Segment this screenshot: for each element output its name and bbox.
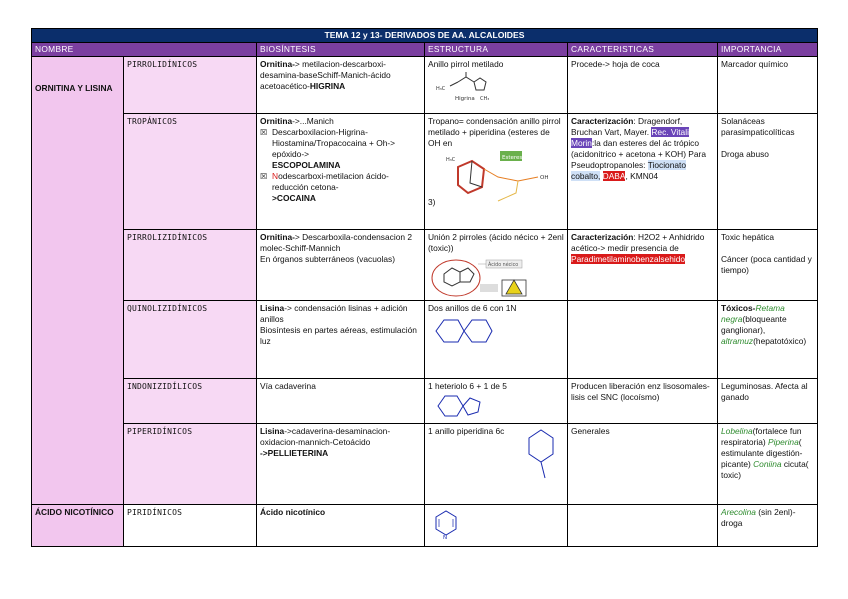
header-biosintesis: BIOSÍNTESIS bbox=[257, 43, 425, 57]
checkbox-bullet-icon: ☒ bbox=[260, 172, 268, 181]
row-name: PIRROLIZIDÍNICOS bbox=[124, 230, 257, 301]
importancia-cell: Arecolina (sin 2enl)-droga bbox=[718, 505, 818, 547]
row-name: PIRROLIDÍNICOS bbox=[124, 57, 257, 114]
table-title: TEMA 12 y 13- DERIVADOS DE AA. ALCALOIDES bbox=[32, 29, 818, 43]
svg-text:N: N bbox=[443, 535, 448, 541]
caracteristicas-cell: Generales bbox=[568, 424, 718, 505]
title-row bbox=[32, 29, 818, 43]
estructura-cell bbox=[425, 505, 568, 547]
table-row-piridinicos bbox=[32, 505, 818, 547]
header-caracteristicas: CARACTERISTICAS bbox=[568, 43, 718, 57]
indolizidina-structure-icon bbox=[428, 392, 498, 420]
caracteristicas-cell: Producen liberación enz lisosomales-lisis cel SNC (locoísmo) bbox=[568, 379, 718, 424]
svg-text:OH: OH bbox=[540, 175, 549, 181]
estructura-cell: 1 heteriolo 6 + 1 de 5 bbox=[425, 379, 568, 424]
group-acido-nicotinico: ÁCIDO NICOTÍNICO bbox=[32, 505, 124, 547]
biosintesis-cell: Vía cadaverina bbox=[257, 379, 425, 424]
row-name: INDONIZIDÍLICOS bbox=[124, 379, 257, 424]
caracteristicas-cell: Caracterización: Dragendorf, Bruchan Vart, Mayer. Rec. Vitali Morin:la dan esteres del ác trópico (acidonitrico + acetona + KOH) Para Pseudoptropanoles: Tiocionato cobalto, DABA, KMN04 bbox=[568, 114, 718, 230]
row-name: QUINOLIZIDÍNICOS bbox=[124, 301, 257, 379]
estructura-cell: Anillo pirrol metilado H₃C CH₃ Higrina bbox=[425, 57, 568, 114]
table-row-piperidinicos bbox=[32, 424, 818, 505]
row-name: TROPÁNICOS bbox=[124, 114, 257, 230]
table-row-tropanicos bbox=[32, 114, 818, 230]
quinolizidina-structure-icon bbox=[428, 314, 508, 348]
caracteristicas-cell: Caracterización: H2O2 + Anhidrido acético-> medir presencia de Paradimetilaminobenzalsehido bbox=[568, 230, 718, 301]
table-row-pirrolidinicos bbox=[32, 57, 818, 114]
biosintesis-cell: Ornitina-> Descarboxila-condensacion 2 molec-Schiff-Mannich En órganos subterráneos (vacuolas) bbox=[257, 230, 425, 301]
svg-text:Higrina: Higrina bbox=[455, 96, 475, 102]
table-row-quinolizidinicos bbox=[32, 301, 818, 379]
svg-text:H₃C: H₃C bbox=[436, 86, 446, 92]
svg-text:Ácido nécico: Ácido nécico bbox=[488, 263, 519, 268]
row-name: PIRIDÍNICOS bbox=[124, 505, 257, 547]
importancia-cell: Toxic hepática Cáncer (poca cantidad y tiempo) bbox=[718, 230, 818, 301]
checkbox-bullet-icon: ☒ bbox=[260, 128, 268, 137]
importancia-cell: Lobelina(fortalece fun respiratoria) Piperina( estimulante digestión-picante) Coniina cicuta( toxic) bbox=[718, 424, 818, 505]
caracteristicas-cell bbox=[568, 505, 718, 547]
table-row-pirrolizidinicos bbox=[32, 230, 818, 301]
biosintesis-cell: Ornitina->...Manich ☒ Descarboxilacion-Higrina-Hiostamina/Tropacocaina + Oh-> epóxido-> ESCOPOLAMINA ☒ Nodescarboxi-metilacion ácido-reducción cetona- >COCAINA bbox=[257, 114, 425, 230]
importancia-cell: Marcador químico bbox=[718, 57, 818, 114]
table-row-indonizidilicos bbox=[32, 379, 818, 424]
header-estructura: ESTRUCTURA bbox=[425, 43, 568, 57]
header-nombre: NOMBRE bbox=[32, 43, 257, 57]
importancia-cell: Solanáceas parasimpaticolíticas Droga abuso bbox=[718, 114, 818, 230]
biosintesis-cell: Lisina-> condensación lisinas + adición anillos Biosíntesis en partes aéreas, estimulación luz bbox=[257, 301, 425, 379]
pirrolizidina-structure-icon bbox=[428, 254, 564, 298]
estructura-cell: 1 anillo piperidina 6c bbox=[425, 424, 568, 505]
importancia-cell: Leguminosas. Afecta al ganado bbox=[718, 379, 818, 424]
biosintesis-cell: Ornitina-> metilacion-descarboxi-desamina-baseSchiff-Manich-ácido acetoacético-HIGRINA bbox=[257, 57, 425, 114]
higrina-structure-icon bbox=[428, 70, 508, 104]
caracteristicas-cell bbox=[568, 301, 718, 379]
caracteristicas-cell: Procede-> hoja de coca bbox=[568, 57, 718, 114]
piridina-structure-icon bbox=[428, 507, 468, 541]
importancia-cell: Tóxicos-Retama negra(bloqueante ganglionar), altramuz(hepatotóxico) bbox=[718, 301, 818, 379]
svg-text:H₃C: H₃C bbox=[446, 157, 456, 163]
svg-text:CH₃: CH₃ bbox=[480, 96, 490, 102]
header-importancia: IMPORTANCIA bbox=[718, 43, 818, 57]
piperidina-structure-icon bbox=[523, 426, 563, 482]
estructura-cell: Dos anillos de 6 con 1N bbox=[425, 301, 568, 379]
biosintesis-cell: Ácido nicotínico bbox=[257, 505, 425, 547]
row-name: PIPERIDÍNICOS bbox=[124, 424, 257, 505]
estructura-cell: Unión 2 pirroles (ácido nécico + 2enl (toxic)) Ácido nécico bbox=[425, 230, 568, 301]
estructura-cell: Tropano= condensación anillo pirrol metilado + piperidina (esteres de OH en Esteres OH H₃C 3) bbox=[425, 114, 568, 230]
group-ornitina-lisina: ORNITINA Y LISINA bbox=[32, 57, 124, 505]
alkaloid-table bbox=[31, 28, 818, 547]
header-row bbox=[32, 43, 818, 57]
svg-text:Esteres: Esteres bbox=[502, 155, 523, 161]
alkaloid-table-sheet bbox=[31, 28, 817, 547]
biosintesis-cell: Lisina->cadaverina-desaminacion-oxidacion-mannich-Cetoácido ->PELLIETERINA bbox=[257, 424, 425, 505]
